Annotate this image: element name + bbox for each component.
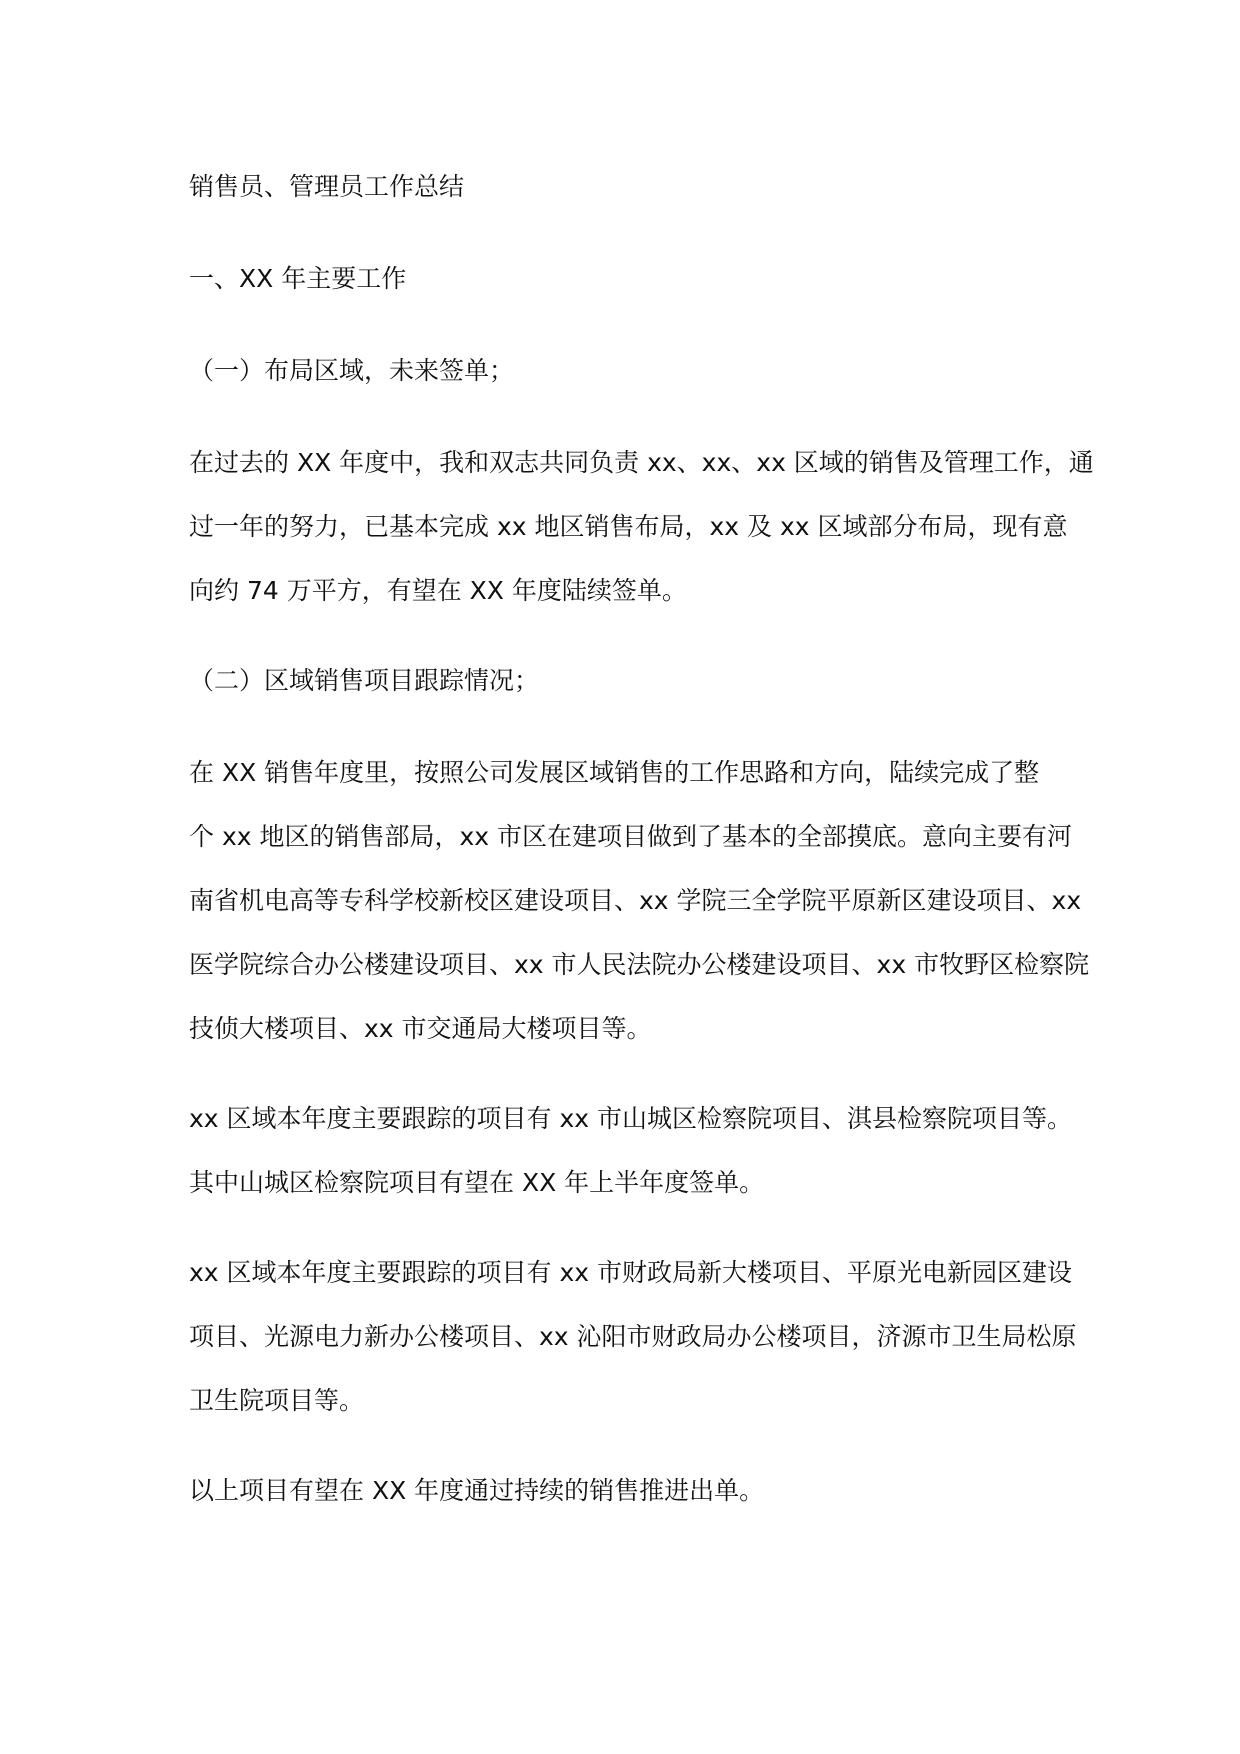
paragraph-line: 卫生院项目等。: [189, 1386, 365, 1415]
paragraph-line: 技侦大楼项目、xx 市交通局大楼项目等。: [189, 1014, 652, 1043]
paragraph: [189, 446, 1094, 608]
section-heading: 一、XX 年主要工作: [189, 264, 407, 293]
paragraph: [189, 1474, 1069, 1508]
subsection-heading: （二）区域销售项目跟踪情况；: [189, 666, 540, 695]
paragraph-line: 医学院综合办公楼建设项目、xx 市人民法院办公楼建设项目、xx 市牧野区检察院: [189, 950, 1090, 979]
paragraph-line: xx 区域本年度主要跟踪的项目有 xx 市山城区检察院项目、淇县检察院项目等。: [189, 1104, 1073, 1133]
document-body: [189, 170, 1094, 1564]
paragraph-line: 个 xx 地区的销售部局，xx 市区在建项目做到了基本的全部摸底。意向主要有河: [189, 822, 1073, 851]
paragraph-line: 在过去的 XX 年度中，我和双志共同负责 xx、xx、xx 区域的销售及管理工作，通: [189, 448, 1094, 477]
paragraph-line: 以上项目有望在 XX 年度通过持续的销售推进出单。: [189, 1476, 765, 1505]
paragraph: [189, 1102, 1073, 1200]
subsection-heading: （一）布局区域，未来签单；: [189, 356, 515, 385]
paragraph-line: 南省机电高等专科学校新校区建设项目、xx 学院三全学院平原新区建设项目、xx: [189, 886, 1082, 915]
paragraph-line: 项目、光源电力新办公楼项目、xx 沁阳市财政局办公楼项目，济源市卫生局松原: [189, 1322, 1077, 1351]
paragraph-line: 其中山城区检察院项目有望在 XX 年上半年度签单。: [189, 1168, 765, 1197]
document-title: 销售员、管理员工作总结: [189, 172, 465, 201]
paragraph-line: 过一年的努力，已基本完成 xx 地区销售布局，xx 及 xx 区域部分布局，现有意: [189, 512, 1068, 541]
paragraph-line: xx 区域本年度主要跟踪的项目有 xx 市财政局新大楼项目、平原光电新园区建设: [189, 1258, 1073, 1287]
paragraph-line: 向约 74 万平方，有望在 XX 年度陆续签单。: [189, 576, 687, 605]
paragraph: [189, 756, 1090, 1046]
paragraph-line: 在 XX 销售年度里，按照公司发展区域销售的工作思路和方向，陆续完成了整: [189, 758, 1040, 787]
paragraph: [189, 1256, 1077, 1418]
